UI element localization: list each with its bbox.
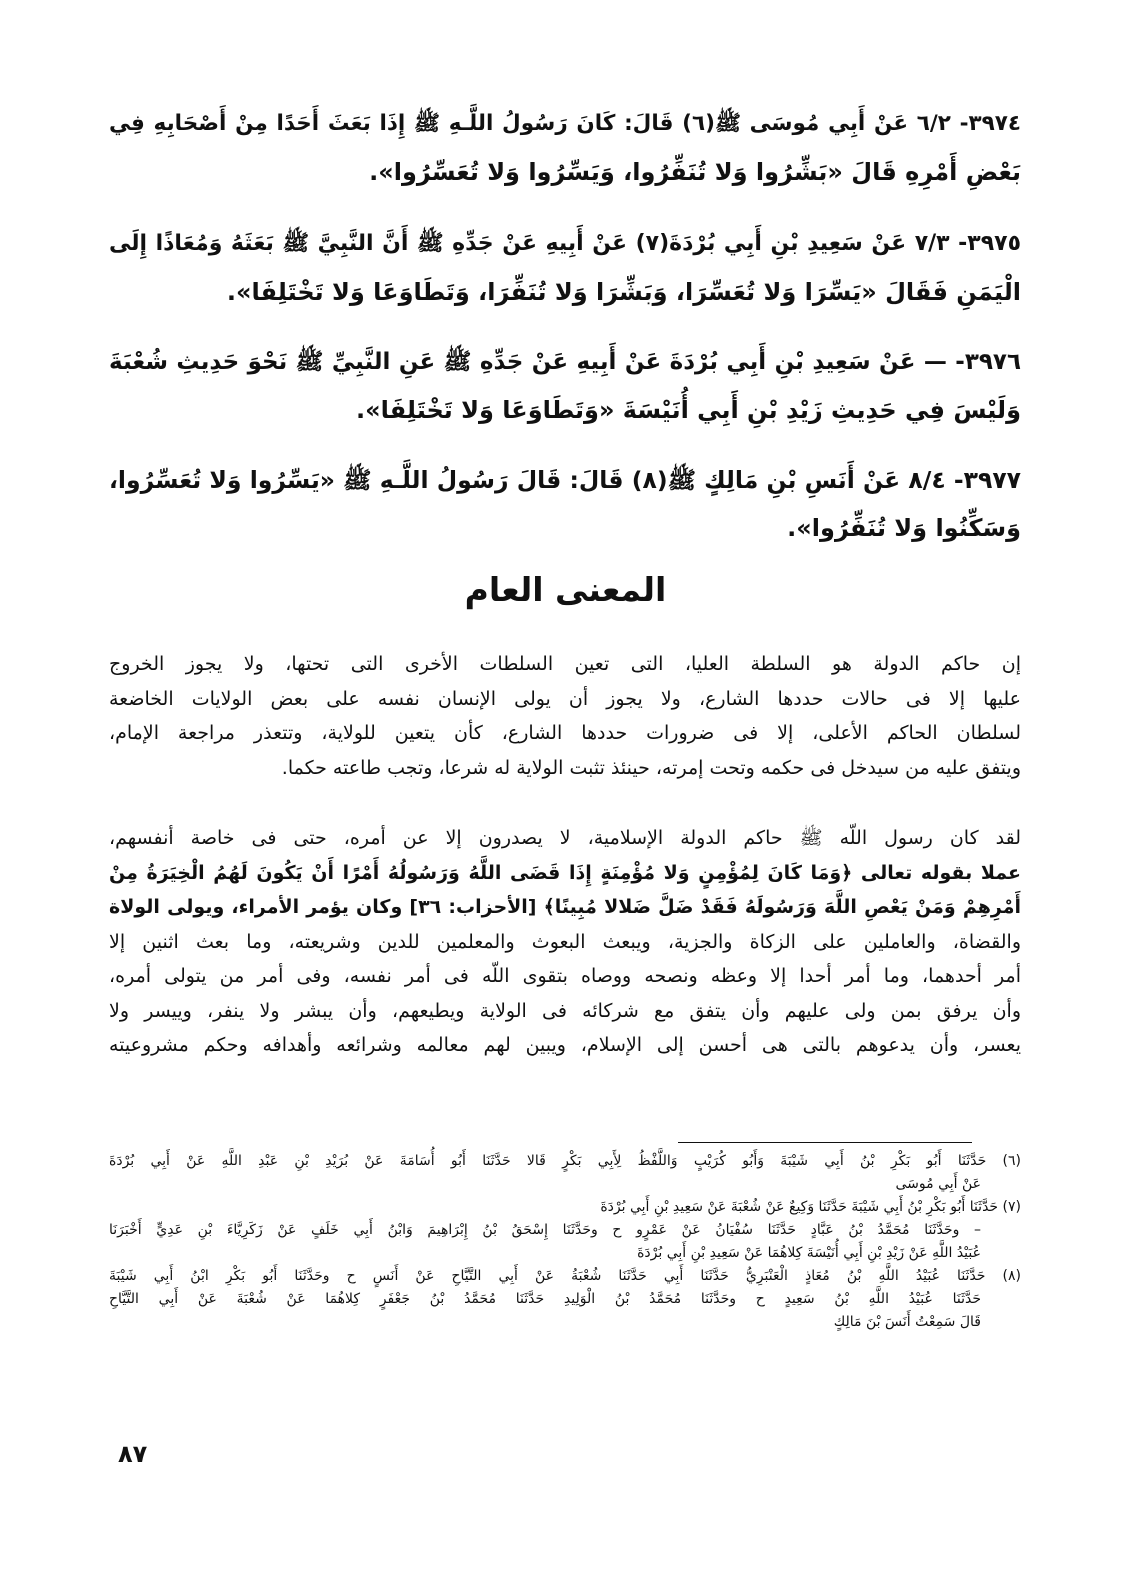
footnote-line: – وحَدَّثَنَا مُحَمَّدُ بْنُ عَبَّادٍ حَدَّثَنَا سُفْيَانُ عَنْ عَمْرٍو ح وحَدَّثَنَا إِسْحَقُ بْنُ إِبْرَاهِيمَ وَابْنُ أَبِي خَلَفٍ عَنْ زَكَرِيَّاءَ بْنِ عَدِيٍّ أَخْبَرَنَا bbox=[109, 1222, 981, 1238]
text-line: لسلطان الحاكم الأعلى، إلا فى ضرورات حددها الشارع، كأن يتعين للولاية، وتتعذر مراجعة الإمام، bbox=[109, 722, 1021, 744]
text-line: الْيَمَنِ فَقَالَ «يَسِّرَا وَلا تُعَسِّرَا، وَبَشِّرَا وَلا تُنَفِّرَا، وَتَطَاوَعَا وَلا تَخْتَلِفَا». bbox=[226, 278, 1021, 306]
footnote-line: قَالَ سَمِعْتُ أَنَسَ بْنَ مَالِكٍ bbox=[833, 1314, 981, 1330]
footnote-line: عَنْ أَبِي مُوسَى bbox=[895, 1176, 981, 1192]
footnote-6 bbox=[109, 1150, 1021, 1196]
hadith-3977 bbox=[109, 456, 1021, 552]
footnote-line: (٦) حَدَّثَنَا أَبُو بَكْرِ بْنُ أَبِي شَيْبَةَ وَأَبُو كُرَيْبٍ وَاللَّفْظُ لِأَبِي بَكْرٍ قَالا حَدَّثَنَا أَبُو أُسَامَةَ عَنْ بُرَيْدِ بْنِ عَبْدِ اللَّهِ عَنْ أَبِي بُرْدَةَ bbox=[109, 1153, 1021, 1169]
quran-verse-line: أَمْرِهِمْ وَمَنْ يَعْصِ اللَّهَ وَرَسُولَهُ فَقَدْ ضَلَّ ضَلالا مُبِينًا﴾ [الأحزاب: ٣٦] وكان يؤمر الأمراء، ويولى الولاة bbox=[109, 896, 1021, 918]
text-line: وَسَكِّنُوا وَلا تُنَفِّرُوا». bbox=[787, 514, 1021, 542]
paragraph bbox=[109, 647, 1021, 785]
text-line: وأن يرفق بمن ولى عليهم وأن يتفق مع شركائه فى الولاية ويطيعهم، وأن يبشر ولا ينفر، وييسر ولا bbox=[109, 999, 1021, 1022]
footnotes bbox=[109, 1150, 1021, 1334]
text-line: أمر أحدهما، وما أمر أحدا إلا وعظه ونصحه ووصاه بتقوى اللّه فى أمر نفسه، وفى أمر من يتولى أمره، bbox=[109, 965, 1021, 987]
hadith-3975 bbox=[109, 220, 1021, 316]
text-line: وَلَيْسَ فِي حَدِيثِ زَيْدِ بْنِ أَبِي أُنَيْسَةَ «وَتَطَاوَعَا وَلا تَخْتَلِفَا». bbox=[355, 396, 1021, 424]
footnote-8 bbox=[109, 1265, 1021, 1334]
text-line: عليها إلا فى حالات حددها الشارع، ولا يجوز أن يولى الإنسان نفسه على بعض الولايات الخاضعة bbox=[109, 687, 1021, 710]
footnote-7 bbox=[109, 1196, 1021, 1265]
hadith-3974 bbox=[109, 100, 1021, 196]
text-line: بَعْضِ أَمْرِهِ قَالَ «بَشِّرُوا وَلا تُنَفِّرُوا، وَيَسِّرُوا وَلا تُعَسِّرُوا». bbox=[369, 158, 1021, 186]
page-number: ٨٧ bbox=[118, 1440, 148, 1468]
text-line: ٣٩٧٦- — عَنْ سَعِيدِ بْنِ أَبِي بُرْدَةَ عَنْ أَبِيهِ عَنْ جَدِّهِ ﷺ عَنِ النَّبِيِّ ﷺ نَحْوَ حَدِيثِ شُعْبَةَ bbox=[109, 349, 1021, 375]
paragraph bbox=[109, 821, 1021, 1063]
footnote-line: (٧) حَدَّثَنَا أَبُو بَكْرِ بْنُ أَبِي شَيْبَةَ حَدَّثَنَا وَكِيعٌ عَنْ شُعْبَةَ عَنْ سَعِيدِ بْنِ أَبِي بُرْدَةَ bbox=[600, 1199, 1021, 1215]
text-line: ٣٩٧٥- ٧/٣ عَنْ سَعِيدِ بْنِ أَبِي بُرْدَةَ(٧) عَنْ أَبِيهِ عَنْ جَدِّهِ ﷺ أَنَّ النَّبِيَّ ﷺ بَعَثَهُ وَمُعَاذًا إِلَى bbox=[109, 231, 1021, 256]
text-line: والقضاة، والعاملين على الزكاة والجزية، ويبعث البعوث والمعلمين للدين وشريعته، وما بعث اثنين إلا bbox=[109, 930, 1021, 953]
footnote-line: عُبَيْدُ اللَّهِ عَنْ زَيْدِ بْنِ أَبِي أُنَيْسَةَ كِلاهُمَا عَنْ سَعِيدِ بْنِ أَبِي بُرْدَةَ bbox=[637, 1245, 981, 1261]
text-line: ٣٩٧٧- ٨/٤ عَنْ أَنَسِ بْنِ مَالِكٍ ﷺ(٨) قَالَ: قَالَ رَسُولُ اللَّـهِ ﷺ «يَسِّرُوا وَلا تُعَسِّرُوا، bbox=[109, 466, 1022, 494]
footnote-divider bbox=[678, 1142, 972, 1143]
text-line: ٣٩٧٤- ٦/٢ عَنْ أَبِي مُوسَى ﷺ(٦) قَالَ: كَانَ رَسُولُ اللَّـهِ ﷺ إِذَا بَعَثَ أَحَدًا مِنْ أَصْحَابِهِ فِي bbox=[109, 111, 1021, 136]
text-line: يعسر، وأن يدعوهم بالتى هى أحسن إلى الإسلام، ويبين لهم معالمه وشرائعه وأهدافه وحكم مشروعيته bbox=[109, 1034, 1021, 1056]
hadith-3976 bbox=[109, 338, 1021, 434]
section-title: المعنى العام bbox=[464, 570, 667, 609]
text-line: إن حاكم الدولة هو السلطة العليا، التى تعين السلطات الأخرى التى تحتها، ولا يجوز الخروج bbox=[109, 653, 1021, 675]
text-line: ويتفق عليه من سيدخل فى حكمه وتحت إمرته، حينئذ تثبت الولاية له شرعا، وتجب طاعته حكما. bbox=[281, 756, 1021, 779]
footnote-line: حَدَّثَنَا عُبَيْدُ اللَّهِ بْنُ سَعِيدٍ ح وحَدَّثَنَا مُحَمَّدُ بْنُ الْوَلِيدِ حَدَّثَنَا مُحَمَّدُ بْنُ جَعْفَرٍ كِلاهُمَا عَنْ شُعْبَةَ عَنْ أَبِي التَّيَّاحِ bbox=[109, 1291, 981, 1307]
quran-verse-line: عملا بقوله تعالى ﴿وَمَا كَانَ لِمُؤْمِنٍ وَلا مُؤْمِنَةٍ إِذَا قَضَى اللَّهُ وَرَسُولُهُ أَمْرًا أَنْ يَكُونَ لَهُمُ الْخِيَرَةُ مِنْ bbox=[109, 861, 1021, 884]
text-line: لقد كان رسول اللّه ﷺ حاكم الدولة الإسلامية، لا يصدرون إلا عن أمره، حتى فى خاصة أنفسهم، bbox=[109, 827, 1021, 849]
footnote-line: (٨) حَدَّثَنَا عُبَيْدُ اللَّهِ بْنُ مُعَاذٍ الْعَنْبَرِيُّ حَدَّثَنَا أَبِي حَدَّثَنَا شُعْبَةُ عَنْ أَبِي التَّيَّاحِ عَنْ أَنَسٍ ح وحَدَّثَنَا أَبُو بَكْرِ ابْنُ أَبِي شَيْبَةَ bbox=[109, 1268, 1021, 1284]
